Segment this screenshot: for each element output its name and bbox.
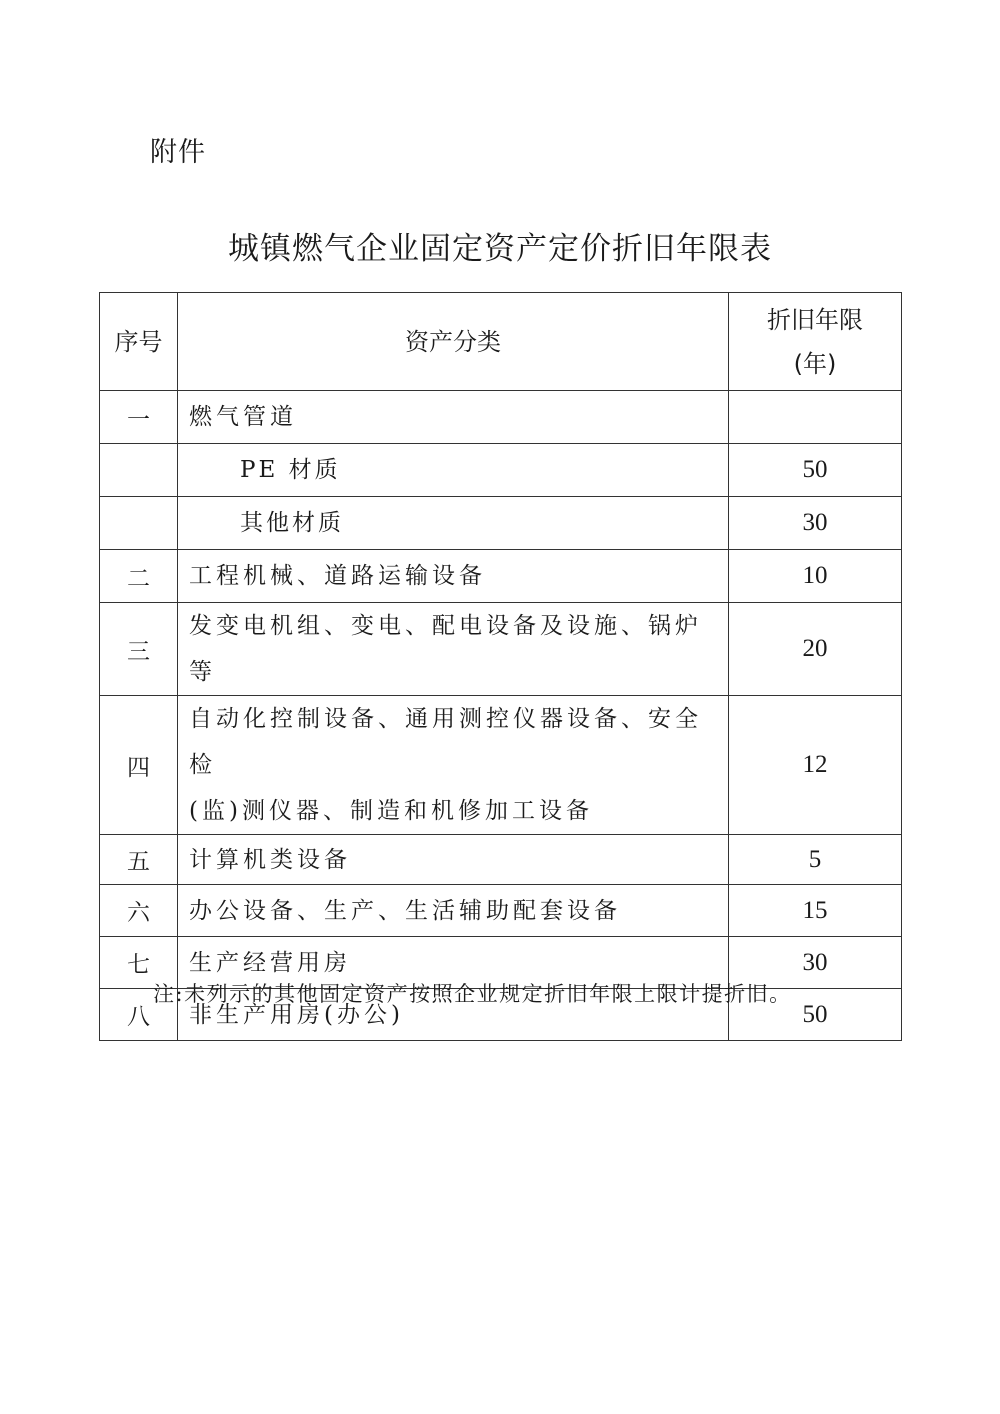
table-row	[100, 550, 902, 603]
row-years: 30	[729, 937, 902, 989]
row-seq: 七	[100, 937, 178, 989]
row-seq: 八	[100, 989, 178, 1041]
row-category-line1: 自动化控制设备、通用测控仪器设备、安全检	[189, 706, 702, 778]
header-category: 资产分类	[178, 293, 729, 391]
header-years-line2: (年)	[793, 349, 837, 378]
row-category: 发变电机组、变电、配电设备及设施、锅炉等	[178, 603, 729, 696]
row-years: 15	[729, 885, 902, 937]
row-seq: 二	[100, 550, 178, 603]
row-seq: 四	[100, 696, 178, 835]
row-seq	[100, 444, 178, 497]
document-title: 城镇燃气企业固定资产定价折旧年限表	[228, 231, 772, 267]
row-category: 非生产用房(办公)	[178, 989, 729, 1041]
depreciation-table	[99, 292, 902, 1041]
header-years-line1: 折旧年限	[767, 305, 863, 334]
row-category: 燃气管道	[178, 391, 729, 444]
attachment-label: 附件	[150, 137, 206, 168]
row-years: 50	[729, 989, 902, 1041]
row-category-line2: (监)测仪器、制造和机修加工设备	[189, 798, 593, 824]
row-seq	[100, 497, 178, 550]
table-row	[100, 835, 902, 885]
row-seq: 五	[100, 835, 178, 885]
row-years: 12	[729, 696, 902, 835]
row-years: 10	[729, 550, 902, 603]
table-row	[100, 391, 902, 444]
table-row	[100, 444, 902, 497]
table-row	[100, 696, 902, 835]
row-years: 20	[729, 603, 902, 696]
footnote: 注:未列示的其他固定资产按照企业规定折旧年限上限计提折旧。	[153, 982, 792, 1006]
row-years: 5	[729, 835, 902, 885]
row-years	[729, 391, 902, 444]
row-seq: 三	[100, 603, 178, 696]
row-category: PE 材质	[178, 444, 729, 497]
header-seq: 序号	[100, 293, 178, 391]
header-years	[729, 293, 902, 391]
table-row	[100, 497, 902, 550]
row-years: 50	[729, 444, 902, 497]
row-category: 其他材质	[178, 497, 729, 550]
row-years: 30	[729, 497, 902, 550]
row-category: 办公设备、生产、生活辅助配套设备	[178, 885, 729, 937]
row-seq: 六	[100, 885, 178, 937]
row-category: 工程机械、道路运输设备	[178, 550, 729, 603]
row-seq: 一	[100, 391, 178, 444]
table-row	[100, 603, 902, 696]
table-row	[100, 885, 902, 937]
table-header-row	[100, 293, 902, 391]
row-category	[178, 696, 729, 835]
row-category: 生产经营用房	[178, 937, 729, 989]
row-category: 计算机类设备	[178, 835, 729, 885]
